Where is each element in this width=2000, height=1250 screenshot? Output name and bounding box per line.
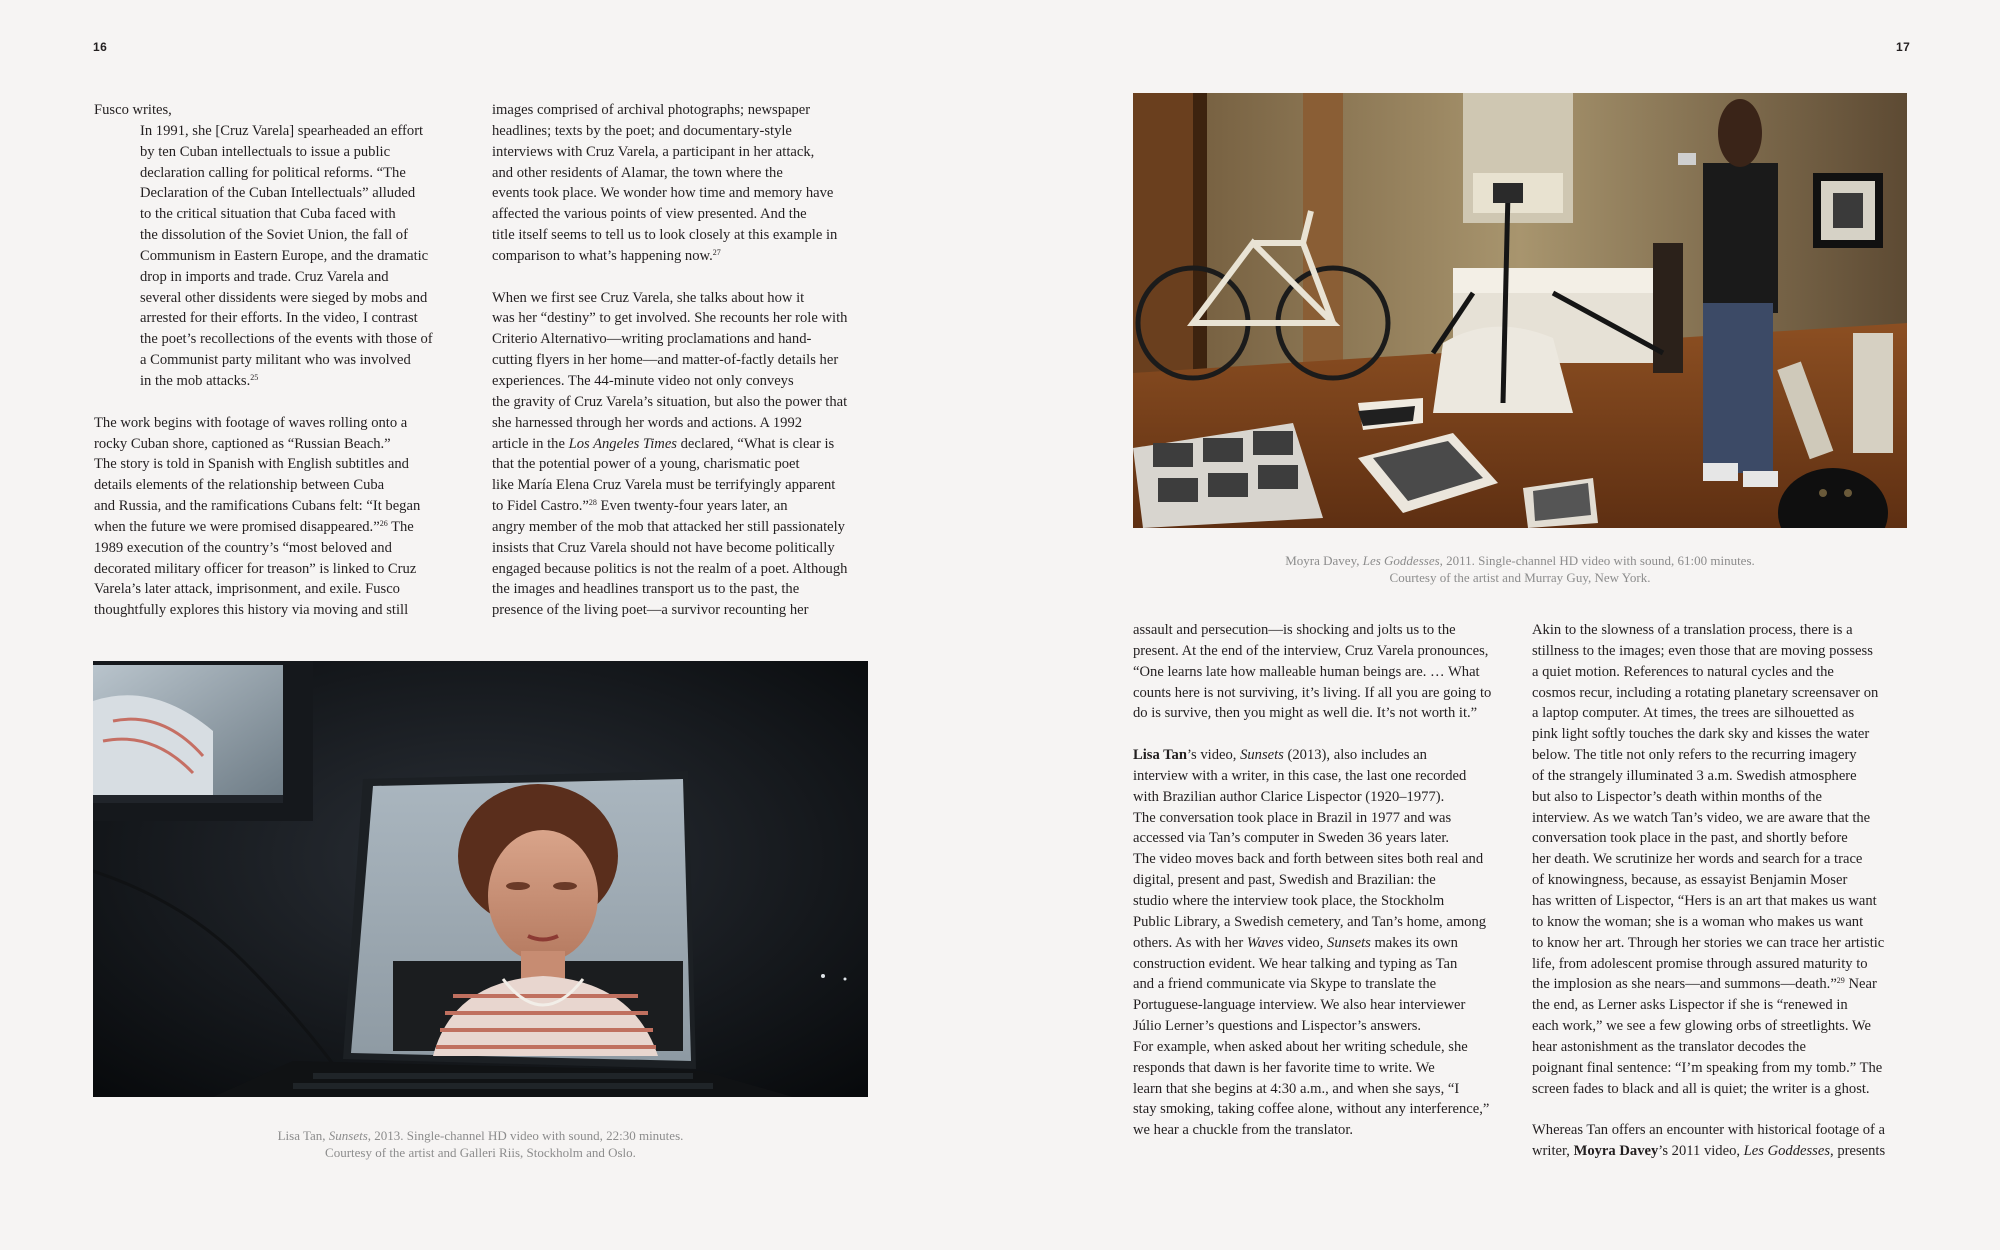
text-line: interviews with Cruz Varela, a participant in her attack, — [492, 143, 815, 160]
page-number-left: 16 — [93, 40, 108, 54]
quote-line: a Communist party militant who was involved — [140, 352, 411, 369]
paragraph — [1133, 745, 1491, 1141]
text-line: For example, when asked about her writing schedule, she — [1133, 1038, 1468, 1055]
paragraph — [1532, 620, 1885, 1099]
left-column-2 — [492, 100, 847, 621]
text-line: and Russia, and the ramifications Cubans felt: “It began — [94, 498, 421, 515]
text-line: responds that dawn is her favorite time to write. We — [1133, 1059, 1435, 1076]
text-line: rocky Cuban shore, captioned as “Russian Beach.” — [94, 435, 391, 452]
text-line: and other residents of Alamar, the town where the — [492, 164, 783, 181]
footnote-ref[interactable]: 28 — [588, 498, 597, 508]
text-line: hear astonishment as the translator decodes the — [1532, 1038, 1806, 1055]
text-line: she harnessed through her words and actions. A 1992 — [492, 414, 803, 431]
text-line: conversation took place in the past, and shortly before — [1532, 830, 1848, 847]
right-photo-caption — [1133, 552, 1907, 586]
left-column-1 — [94, 100, 433, 621]
text-line: the end, as Lerner asks Lispector if she is “renewed in — [1532, 997, 1848, 1014]
text-line: that the potential power of a young, charismatic poet — [492, 456, 800, 473]
text-line: present. At the end of the interview, Cruz Varela pronounces, — [1133, 642, 1489, 659]
text-line: was her “destiny” to get involved. She recounts her role with — [492, 310, 848, 327]
text-line: article in the Los Angeles Times declared, “What is clear is — [492, 435, 835, 452]
text-line: title itself seems to tell us to look closely at this example in — [492, 227, 838, 244]
text-line: images comprised of archival photographs; newspaper — [492, 102, 811, 118]
text-line: Criterio Alternativo—writing proclamations and hand- — [492, 331, 812, 348]
text-line: The story is told in Spanish with English subtitles and — [94, 456, 409, 473]
text-line: to know her art. Through her stories we can trace her artistic — [1532, 934, 1885, 951]
text-line: writer, Moyra Davey’s 2011 video, Les Goddesses, presents — [1532, 1143, 1886, 1160]
text-line: stay smoking, taking coffee alone, without any interference,” — [1133, 1101, 1490, 1118]
text-line: counts here is not surviving, it’s living. If all you are going to — [1133, 684, 1492, 701]
text-line: the implosion as she nears—and summons—death.”$^{29}$ Near — [1532, 976, 1877, 993]
text-line: headlines; texts by the poet; and documentary-style — [492, 122, 792, 139]
text-line: of the strangely illuminated 3 a.m. Swedish atmosphere — [1532, 767, 1857, 784]
text-line: angry member of the mob that attacked her still passionately — [492, 518, 845, 535]
text-line: studio where the interview took place, the Stockholm — [1133, 892, 1445, 909]
text-line: cutting flyers in her home—and matter-of-factly details her — [492, 352, 839, 369]
caption-line: Lisa Tan, Sunsets, 2013. Single-channel HD video with sound, 22:30 minutes. — [277, 1128, 684, 1143]
text-line: The conversation took place in Brazil in 1977 and was — [1133, 809, 1452, 826]
footnote-ref[interactable]: 26 — [379, 518, 388, 528]
text-line: and a friend communicate via Skype to translate the — [1133, 976, 1437, 993]
right-column-1 — [1133, 620, 1491, 1141]
text-line: Public Library, a Swedish cemetery, and Tan’s home, among — [1133, 913, 1487, 930]
footnote-ref[interactable]: 27 — [712, 247, 721, 257]
quote-line: in the mob attacks.$^{25}$ — [140, 372, 259, 389]
quote-line: several other dissidents were sieged by mobs and — [140, 289, 428, 306]
quote-line: the poet’s recollections of the events with those of — [140, 331, 433, 348]
text-line: has written of Lispector, “Hers is an art that makes us want — [1532, 892, 1877, 909]
paragraph — [1532, 1120, 1885, 1162]
text-line: The work begins with footage of waves rolling onto a — [94, 414, 408, 431]
text-line: Júlio Lerner’s questions and Lispector’s answers. — [1133, 1018, 1422, 1035]
intro-line: Fusco writes, — [94, 102, 172, 118]
text-line: when the future we were promised disappeared.”$^{26}$ The — [94, 518, 414, 535]
text-line: experiences. The 44-minute video not only conveys — [492, 372, 794, 389]
text-line: the images and headlines transport us to the past, the — [492, 581, 800, 598]
quote-line: In 1991, she [Cruz Varela] spearheaded an effort — [140, 122, 424, 139]
text-line: Whereas Tan offers an encounter with historical footage of a — [1532, 1122, 1886, 1139]
quote-line: to the critical situation that Cuba faced with — [140, 206, 396, 223]
quote-line: drop in imports and trade. Cruz Varela and — [140, 268, 389, 285]
text-line: with Brazilian author Clarice Lispector (1920–1977). — [1133, 788, 1445, 805]
text-line: digital, present and past, Swedish and Brazilian: the — [1133, 872, 1436, 889]
paragraph — [492, 100, 847, 267]
text-line: below. The title not only refers to the recurring imagery — [1532, 747, 1857, 764]
right-column-2 — [1532, 620, 1885, 1162]
quote-line: arrested for their efforts. In the video, I contrast — [140, 310, 418, 327]
les-goddesses-video-still — [1133, 93, 1907, 528]
text-line: Lisa Tan’s video, Sunsets (2013), also includes an — [1133, 747, 1427, 764]
paragraph — [94, 413, 433, 621]
text-line: do is survive, then you might as well die. It’s not worth it.” — [1133, 705, 1478, 722]
text-line: construction evident. We hear talking and typing as Tan — [1133, 955, 1458, 972]
footnote-ref[interactable]: 29 — [1836, 976, 1845, 986]
text-line: Portuguese-language interview. We also hear interviewer — [1133, 997, 1466, 1014]
paragraph — [1133, 620, 1491, 724]
artist-name: Lisa Tan — [1133, 747, 1187, 764]
text-line: a quiet motion. References to natural cycles and the — [1532, 663, 1834, 680]
text-line: the gravity of Cruz Varela’s situation, but also the power that — [492, 393, 848, 410]
quote-line: by ten Cuban intellectuals to issue a public — [140, 143, 391, 160]
text-line: learn that she begins at 4:30 a.m., and when she says, “I — [1133, 1080, 1460, 1097]
block-quote — [94, 121, 433, 392]
text-line: each work,” we see a few glowing orbs of streetlights. We — [1532, 1018, 1871, 1035]
text-line: events took place. We wonder how time and memory have — [492, 185, 834, 202]
text-line: 1989 execution of the country’s “most beloved and — [94, 539, 392, 556]
text-line: her death. We scrutinize her words and search for a trace — [1532, 851, 1863, 868]
text-line: of knowingness, because, as essayist Benjamin Moser — [1532, 872, 1848, 889]
quote-line: the dissolution of the Soviet Union, the fall of — [140, 227, 408, 244]
text-line: others. As with her Waves video, Sunsets makes its own — [1133, 934, 1458, 951]
text-line: thoughtfully explores this history via moving and still — [94, 602, 409, 619]
text-line: to know the woman; she is a woman who makes us want — [1532, 913, 1864, 930]
page-number-right: 17 — [1896, 40, 1911, 54]
caption-credit: Courtesy of the artist and Murray Guy, New York. — [1389, 570, 1651, 585]
text-line: details elements of the relationship between Cuba — [94, 477, 385, 494]
quote-line: declaration calling for political reforms. “The — [140, 164, 406, 181]
text-line: assault and persecution—is shocking and jolts us to the — [1133, 622, 1456, 638]
text-line: cosmos recur, including a rotating planetary screensaver on — [1532, 684, 1879, 701]
left-photo-caption — [93, 1127, 868, 1161]
text-line: Akin to the slowness of a translation process, there is a — [1532, 622, 1853, 638]
paragraph — [492, 288, 847, 622]
artist-name: Moyra Davey — [1573, 1143, 1659, 1160]
text-line: comparison to what’s happening now.$^{27}$ — [492, 247, 721, 264]
text-line: we hear a chuckle from the translator. — [1133, 1122, 1354, 1139]
text-line: like María Elena Cruz Varela must be terrifyingly apparent — [492, 477, 836, 494]
caption-line: Moyra Davey, Les Goddesses, 2011. Single-channel HD video with sound, 61:00 minutes. — [1285, 553, 1755, 568]
text-line: but also to Lispector’s death within months of the — [1532, 788, 1822, 805]
text-line: screen fades to black and all is quiet; the writer is a ghost. — [1532, 1080, 1870, 1097]
text-line: interview. As we watch Tan’s video, we are aware that the — [1532, 809, 1871, 826]
text-line: presence of the living poet—a survivor recounting her — [492, 602, 809, 619]
quote-line: Declaration of the Cuban Intellectuals” alluded — [140, 185, 416, 202]
text-line: insists that Cruz Varela should not have become politically — [492, 539, 835, 556]
text-line: poignant final sentence: “I’m speaking from my tomb.” The — [1532, 1059, 1883, 1076]
text-line: to Fidel Castro.”$^{28}$ Even twenty-four years later, an — [492, 498, 788, 515]
text-line: The video moves back and forth between sites both real and — [1133, 851, 1484, 868]
text-line: life, from adolescent promise through assured maturity to — [1532, 955, 1868, 972]
text-line: decorated military officer for treason” is linked to Cruz — [94, 560, 417, 577]
text-line: Varela’s later attack, imprisonment, and exile. Fusco — [94, 581, 400, 598]
publication-title: Los Angeles Times — [568, 435, 677, 452]
text-line: “One learns late how malleable human beings are. … What — [1133, 663, 1480, 680]
quote-line: Communism in Eastern Europe, and the dramatic — [140, 247, 429, 264]
text-line: stillness to the images; even those that are moving possess — [1532, 642, 1873, 659]
sunsets-video-still — [93, 661, 868, 1097]
text-line: affected the various points of view presented. And the — [492, 206, 807, 223]
text-line: accessed via Tan’s computer in Sweden 36 years later. — [1133, 830, 1450, 847]
text-line: pink light softly touches the dark sky and kisses the water — [1532, 726, 1870, 743]
text-line: When we first see Cruz Varela, she talks about how it — [492, 289, 805, 306]
text-line: engaged because politics is not the realm of a poet. Although — [492, 560, 848, 577]
caption-credit: Courtesy of the artist and Galleri Riis, Stockholm and Oslo. — [325, 1145, 636, 1160]
text-line: a laptop computer. At times, the trees are silhouetted as — [1532, 705, 1855, 722]
text-line: interview with a writer, in this case, the last one recorded — [1133, 767, 1467, 784]
footnote-ref[interactable]: 25 — [250, 372, 259, 382]
